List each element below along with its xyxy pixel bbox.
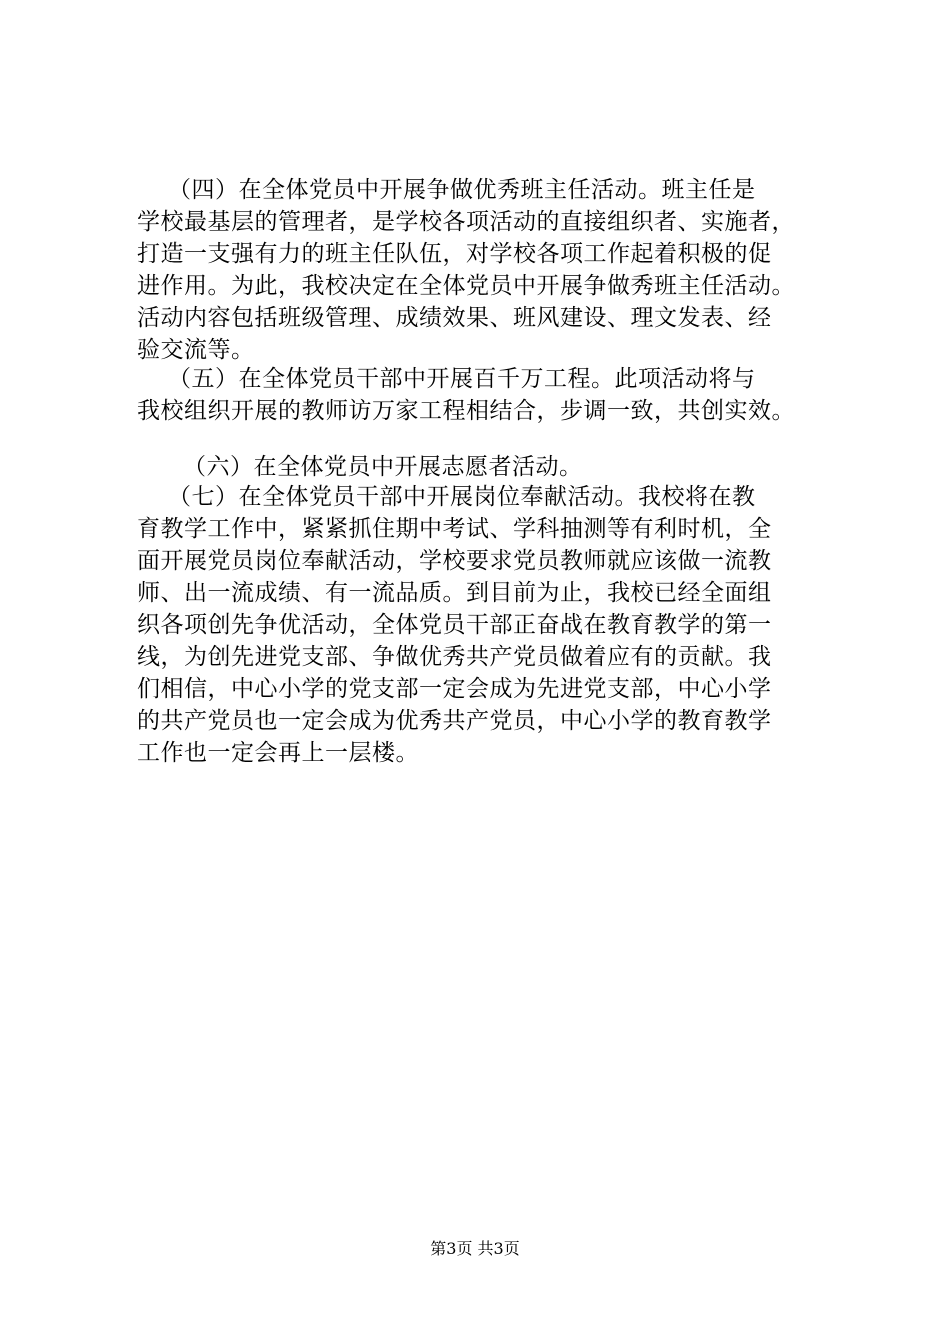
paragraph-line: 育教学工作中，紧紧抓住期中考试、学科抽测等有利时机，全	[137, 516, 772, 542]
paragraph-line: （五）在全体党员干部中开展百千万工程。此项活动将与	[168, 366, 756, 392]
paragraph-line: 学校最基层的管理者，是学校各项活动的直接组织者、实施者，	[137, 209, 795, 235]
paragraph-line: 工作也一定会再上一层楼。	[137, 740, 419, 766]
paragraph-line: 我校组织开展的教师访万家工程相结合，步调一致，共创实效。	[137, 398, 795, 424]
paragraph-line: 面开展党员岗位奉献活动，学校要求党员教师就应该做一流教	[137, 548, 772, 574]
paragraph-line: 织各项创先争优活动，全体党员干部正奋战在教育教学的第一	[137, 612, 772, 638]
paragraph-line: （七）在全体党员干部中开展岗位奉献活动。我校将在教	[168, 484, 756, 510]
page-footer: 第3页 共3页	[430, 1239, 520, 1258]
paragraph-line: 活动内容包括班级管理、成绩效果、班风建设、理文发表、经	[137, 305, 772, 331]
paragraph-line: 师、出一流成绩、有一流品质。到目前为止，我校已经全面组	[137, 580, 772, 606]
paragraph-line: 线，为创先进党支部、争做优秀共产党员做着应有的贡献。我	[137, 644, 772, 670]
paragraph-line: （六）在全体党员中开展志愿者活动。	[183, 454, 583, 480]
paragraph-line: （四）在全体党员中开展争做优秀班主任活动。班主任是	[168, 177, 756, 203]
paragraph-line: 进作用。为此，我校决定在全体党员中开展争做秀班主任活动。	[137, 273, 795, 299]
paragraph-line: 的共产党员也一定会成为优秀共产党员，中心小学的教育教学	[137, 708, 772, 734]
paragraph-line: 验交流等。	[137, 337, 255, 363]
paragraph-line: 们相信，中心小学的党支部一定会成为先进党支部，中心小学	[137, 676, 772, 702]
paragraph-line: 打造一支强有力的班主任队伍，对学校各项工作起着积极的促	[137, 241, 772, 267]
